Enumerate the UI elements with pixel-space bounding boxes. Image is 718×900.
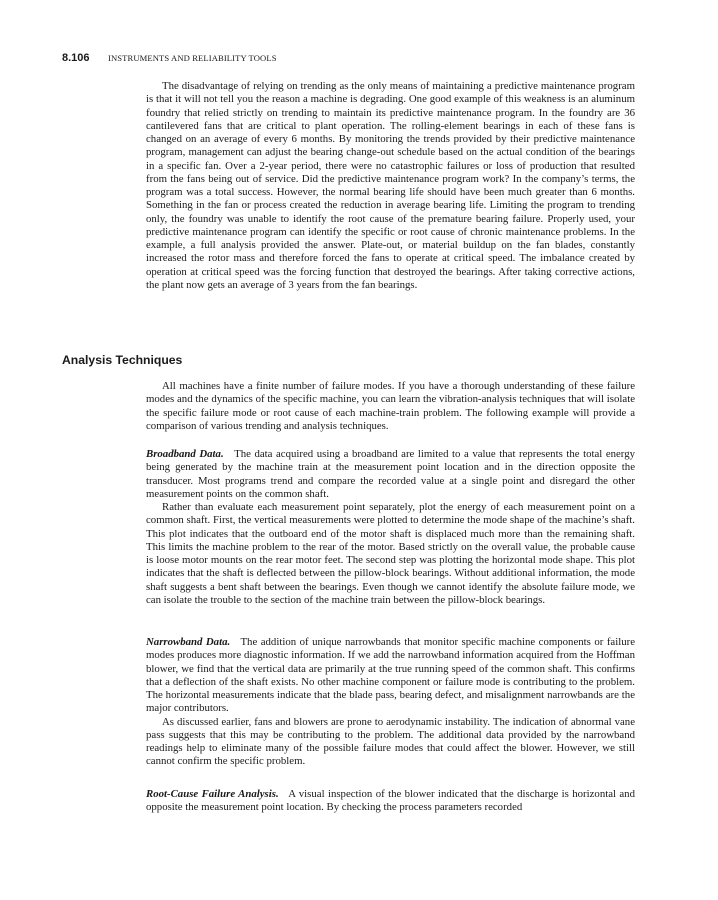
rootcause-block — [146, 788, 635, 815]
narrowband-block — [146, 636, 635, 769]
page-number: 8.106 — [62, 52, 90, 64]
narrowband-paragraph-2: As discussed earlier, fans and blowers are prone to aerodynamic instability. The indication of abnormal vane pass suggests that this may be contributing to the problem. The additional data provided by the narrowband readings help to eliminate many of the possible failure modes that could affect the blower. However, we still cannot confirm the specific problem. — [146, 715, 635, 768]
intro-block — [146, 80, 635, 292]
section-intro-paragraph: All machines have a finite number of failure modes. If you have a thorough understanding of these failure modes and the dynamics of the specific machine, you can learn the vibration-analysis techniques that will isolate the specific failure mode or root cause of each machine-train problem. The following example will provide a comparison of various trending and analysis techniques. — [146, 380, 635, 432]
broadband-title: Broadband Data. — [146, 448, 224, 460]
section-intro-block — [146, 380, 635, 433]
rootcause-text-1: A visual inspection of the blower indicated that the discharge is horizontal and opposite the measurement point location. By checking the process parameters recorded — [146, 788, 635, 814]
rootcause-title: Root-Cause Failure Analysis. — [146, 788, 279, 800]
chapter-title: INSTRUMENTS AND RELIABILITY TOOLS — [108, 53, 277, 63]
broadband-block — [146, 448, 635, 607]
rootcause-paragraph-1 — [146, 788, 635, 815]
broadband-text-1: The data acquired using a broadband are limited to a value that represents the total energy being generated by the machine train at the measurement point location and in the direction opposite the transducer. Most programs trend and compare the recorded value at a single point and disregard the other measurement points on the common shaft. — [146, 448, 635, 500]
broadband-paragraph-1 — [146, 448, 635, 501]
running-header — [62, 51, 662, 65]
narrowband-paragraph-1 — [146, 636, 635, 716]
narrowband-title: Narrowband Data. — [146, 636, 231, 648]
intro-paragraph: The disadvantage of relying on trending as the only means of maintaining a predictive maintenance program is that it will not tell you the reason a machine is degrading. One good example of this weakness is an aluminum foundry that relied strictly on trending to maintain its predictive maintenance program. In the foundry are 36 cantilevered fans that are critical to plant operation. The rolling-element bearings in each of these fans is changed on an average of every 6 months. By monitoring the trends provided by their predictive maintenance program, management can adjust the bearing change-out schedule based on the actual condition of the bearings in a specific fan. Over a 2-year period, there were no catastrophic failures or loss of production that resulted from the fans being out of service. Did the predictive maintenance program work? In the company’s terms, the program was a total success. However, the normal bearing life should have been much greater than 6 months. Something in the fan or process created the reduction in average bearing life. Limiting the program to trending only, the foundry was unable to identify the root cause of the premature bearing failure. Properly used, your predictive maintenance program can identify the specific or root cause of chronic maintenance problems. In the example, a full analysis provided the answer. Plate-out, or material buildup on the fan blades, constantly increased the rotor mass and therefore forced the fans to operate at critical speed. The imbalance created by operation at critical speed was the forcing function that destroyed the bearings. After taking corrective actions, the plant now gets an average of 3 years from the fan bearings. — [146, 80, 635, 291]
section-heading: Analysis Techniques — [62, 353, 183, 367]
broadband-paragraph-2: Rather than evaluate each measurement point separately, plot the energy of each measurement point on a common shaft. First, the vertical measurements were plotted to determine the mode shape of the machine’s shaft. This plot indicates that the outboard end of the motor shaft is displaced much more than the remaining shaft. This limits the machine problem to the rear of the motor. Based strictly on the overall value, the probable cause is loose motor mounts on the rear motor feet. The second step was plotting the horizontal mode shape. This plot indicates that the shaft is deflected between the pillow-block bearings. Without additional information, the mode shaft suggests a bent shaft between the bearings. Even though we cannot identify the absolute failure mode, we can isolate the trouble to the section of the machine train between the pillow-block bearings. — [146, 501, 635, 606]
narrowband-text-1: The addition of unique narrowbands that monitor specific machine components or failure modes produces more diagnostic information. If we add the narrowband information acquired from the Hoffman blower, we find that the vertical data are primarily at the true running speed of the common shaft. This confirms that a deflection of the shaft exists. No other machine component or failure mode is contributing to the problem. The horizontal measurements indicate that the blade pass, bearing defect, and misalignment narrowbands are the major contributors. — [146, 636, 635, 715]
